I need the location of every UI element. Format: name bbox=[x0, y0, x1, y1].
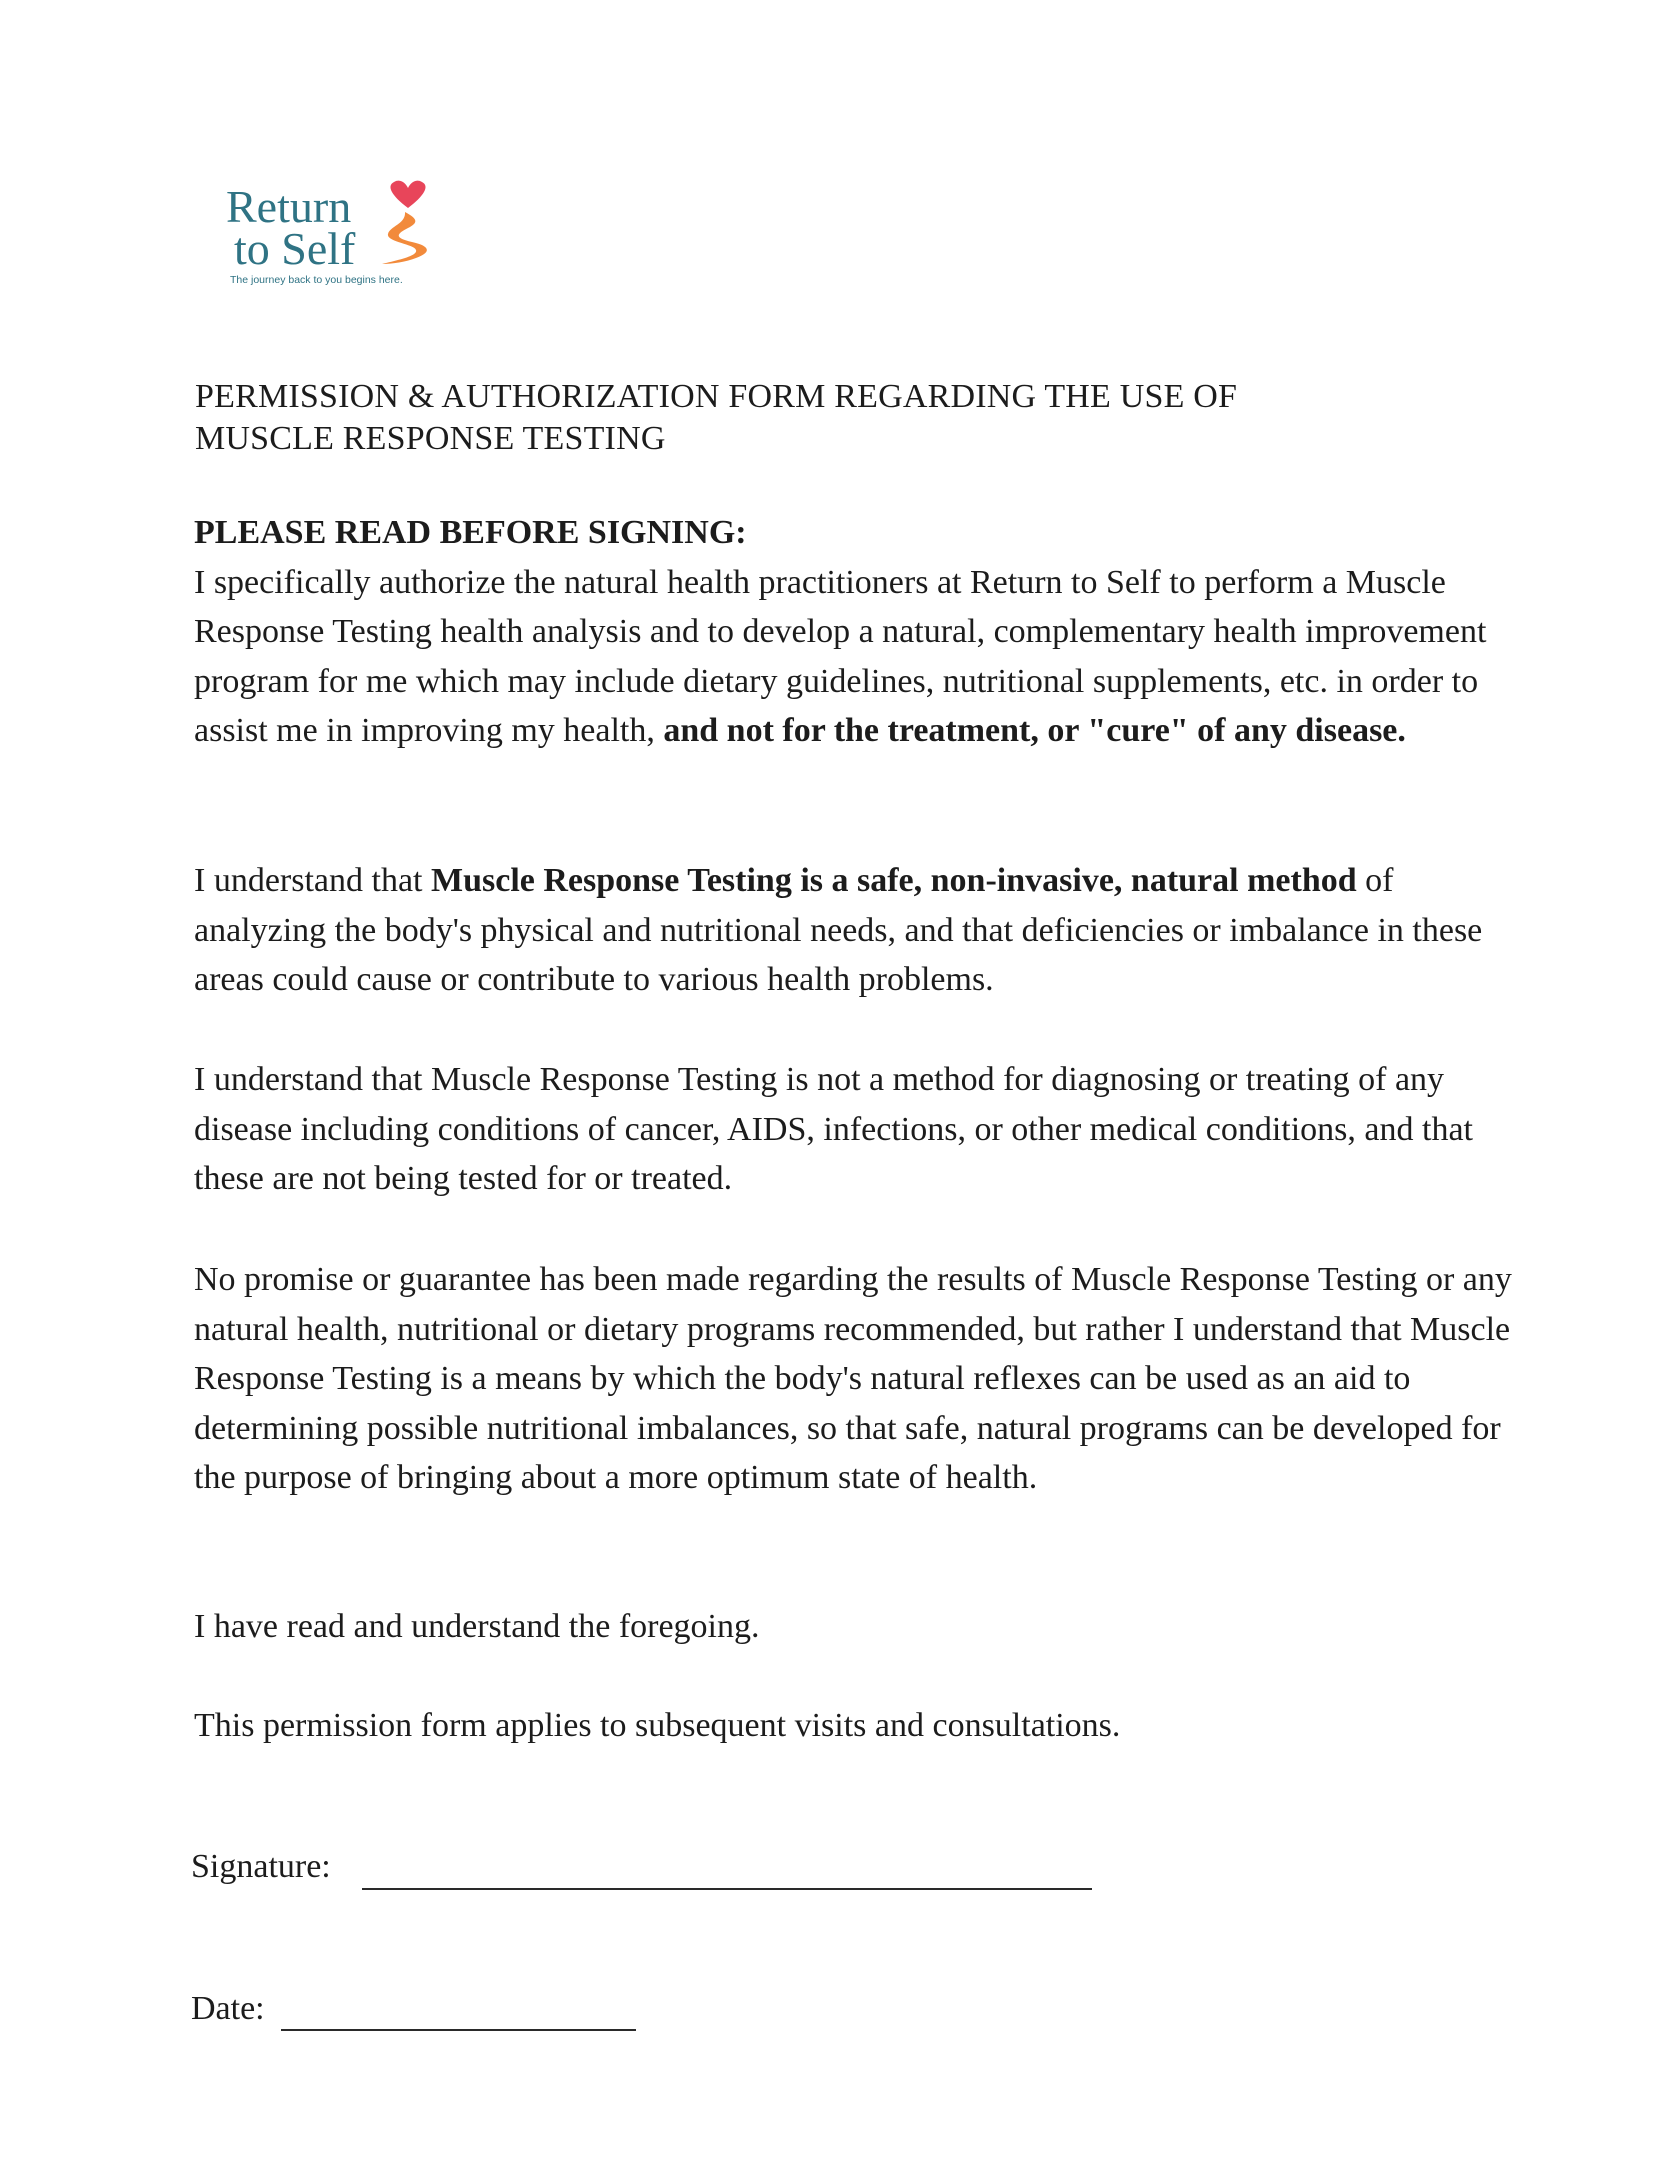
signature-label: Signature: bbox=[191, 1848, 331, 1885]
date-field[interactable] bbox=[281, 2029, 636, 2031]
date-label: Date: bbox=[191, 1990, 265, 2027]
form-title bbox=[195, 376, 1495, 460]
paragraph-understanding-rest: of analyzing the body's physical and nutritional needs, and that deficiencies or imbalance in these areas could cause or contribute to various health problems. bbox=[194, 862, 1483, 998]
section-heading: PLEASE READ BEFORE SIGNING: bbox=[194, 514, 747, 551]
paragraph-applies-text: This permission form applies to subsequent visits and consultations. bbox=[194, 1707, 1121, 1744]
paragraph-not-diagnosis bbox=[194, 1055, 1524, 1204]
paragraph-authorization-bold: and not for the treatment, or "cure" of any disease. bbox=[663, 712, 1406, 749]
paragraph-authorization-text: I specifically authorize the natural health practitioners at Return to Self to perform a Muscle Response Testing health analysis and to develop a natural, complementary health improvement program for me which may include dietary guidelines, nutritional supplements, etc. in order to assist me in improving my health, bbox=[194, 563, 1487, 749]
paragraph-not-diagnosis-text: I understand that Muscle Response Testing is not a method for diagnosing or treating of any disease including conditions of cancer, AIDS, infections, or other medical conditions, and that these are not being tested for or treated. bbox=[194, 1061, 1473, 1197]
return-to-self-logo bbox=[224, 178, 464, 290]
form-title-line2: MUSCLE RESPONSE TESTING bbox=[195, 420, 666, 457]
paragraph-understanding-lead: I understand that bbox=[194, 862, 431, 899]
heart-path-icon bbox=[372, 178, 444, 270]
intro-section bbox=[194, 508, 1524, 756]
date-row bbox=[191, 1989, 265, 2029]
logo-text-line2: to Self bbox=[234, 223, 356, 274]
form-title-line1: PERMISSION & AUTHORIZATION FORM REGARDING THE USE OF bbox=[195, 378, 1238, 415]
paragraph-no-guarantee bbox=[194, 1255, 1524, 1503]
signature-field[interactable] bbox=[362, 1888, 1092, 1890]
paragraph-understanding-bold: Muscle Response Testing is a safe, non-invasive, natural method bbox=[431, 862, 1357, 899]
paragraph-understanding bbox=[194, 856, 1524, 1005]
paragraph-read-understand-text: I have read and understand the foregoing. bbox=[194, 1608, 760, 1645]
logo-text-line1: Return bbox=[226, 181, 352, 232]
paragraph-no-guarantee-text: No promise or guarantee has been made regarding the results of Muscle Response Testing or any natural health, nutritional or dietary programs recommended, but rather I understand that Muscle Response Testing is a means by which the body's natural reflexes can be used as an aid to determining possible nutritional imbalances, so that safe, natural programs can be developed for the purpose of bringing about a more optimum state of health. bbox=[194, 1261, 1512, 1496]
logo-tagline: The journey back to you begins here. bbox=[230, 274, 403, 286]
signature-row bbox=[191, 1847, 331, 1887]
paragraph-applies bbox=[194, 1701, 1524, 1751]
paragraph-authorization bbox=[194, 558, 1524, 756]
paragraph-read-understand bbox=[194, 1602, 1524, 1652]
